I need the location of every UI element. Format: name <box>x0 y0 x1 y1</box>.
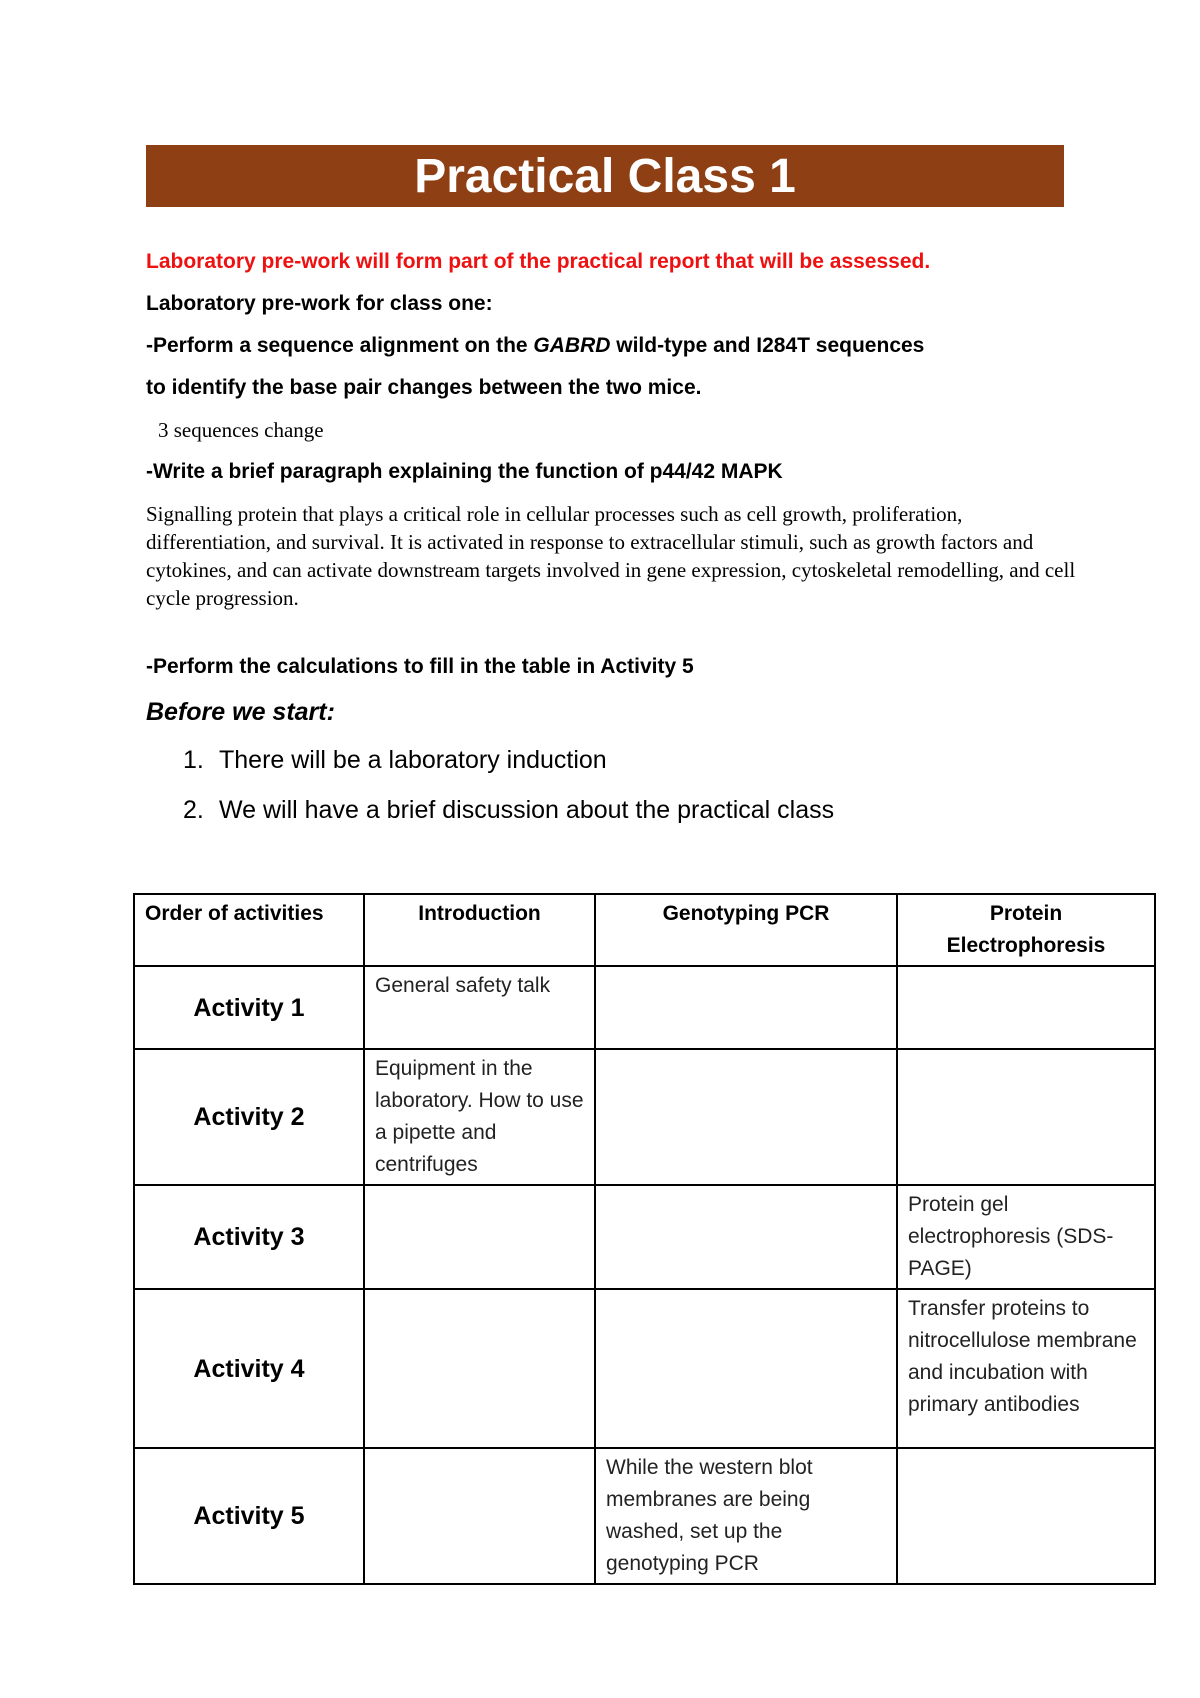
cell-protein-electrophoresis <box>897 966 1155 1049</box>
cell-genotyping-pcr <box>595 1289 897 1448</box>
cell-introduction <box>364 1448 595 1584</box>
task-sequence-alignment <box>146 334 924 358</box>
task-sequence-alignment-line2: to identify the base pair changes between the two mice. <box>146 376 702 399</box>
cell-introduction: General safety talk <box>364 966 595 1049</box>
task-prefix: -Perform a sequence alignment on the <box>146 334 534 357</box>
table-row <box>134 1448 1155 1584</box>
activity-label: Activity 1 <box>134 966 364 1049</box>
list-item <box>183 746 607 775</box>
list-number: 2. <box>183 796 204 824</box>
assessment-warning: Laboratory pre-work will form part of the practical report that will be assessed. <box>146 250 931 273</box>
table-row <box>134 1289 1155 1448</box>
cell-genotyping-pcr <box>595 1049 897 1185</box>
cell-protein-electrophoresis <box>897 1049 1155 1185</box>
list-item <box>183 796 834 825</box>
cell-introduction: Equipment in the laboratory. How to use a pipette and centrifuges <box>364 1049 595 1185</box>
cell-protein-electrophoresis: Transfer proteins to nitrocellulose membrane and incubation with primary antibodies <box>897 1289 1155 1448</box>
activity-label: Activity 4 <box>134 1289 364 1448</box>
header-order: Order of activities <box>134 894 364 966</box>
activity-label: Activity 3 <box>134 1185 364 1289</box>
cell-introduction <box>364 1185 595 1289</box>
activities-table <box>133 893 1156 1585</box>
cell-protein-electrophoresis: Protein gel electrophoresis (SDS-PAGE) <box>897 1185 1155 1289</box>
cell-genotyping-pcr <box>595 966 897 1049</box>
task-suffix: wild-type and I284T sequences <box>610 334 925 357</box>
answer-sequence-change: 3 sequences change <box>158 418 324 442</box>
list-text: There will be a laboratory induction <box>219 746 607 774</box>
activity-label: Activity 5 <box>134 1448 364 1584</box>
cell-introduction <box>364 1289 595 1448</box>
header-introduction: Introduction <box>364 894 595 966</box>
list-number: 1. <box>183 746 204 774</box>
answer-mapk-paragraph: Signalling protein that plays a critical role in cellular processes such as cell growth, proliferation, differentiation, and survival. It is activated in response to extracellular stimuli, such as growth factors and cytokines, and can activate downstream targets involved in gene expression, cytoskeletal remodelling, and cell cycle progression. <box>146 502 1076 610</box>
list-text: We will have a brief discussion about the practical class <box>219 796 835 824</box>
cell-genotyping-pcr: While the western blot membranes are being washed, set up the genotyping PCR <box>595 1448 897 1584</box>
activity-label: Activity 2 <box>134 1049 364 1185</box>
table-header-row <box>134 894 1155 966</box>
cell-protein-electrophoresis <box>897 1448 1155 1584</box>
table-row <box>134 966 1155 1049</box>
header-protein-electrophoresis: Protein Electrophoresis <box>897 894 1155 966</box>
table-row <box>134 1185 1155 1289</box>
task-calculations: -Perform the calculations to fill in the table in Activity 5 <box>146 655 694 678</box>
page-title: Practical Class 1 <box>146 145 1064 207</box>
table-row <box>134 1049 1155 1185</box>
cell-genotyping-pcr <box>595 1185 897 1289</box>
prework-heading: Laboratory pre-work for class one: <box>146 292 493 315</box>
gene-name: GABRD <box>533 334 611 357</box>
task-mapk-paragraph: -Write a brief paragraph explaining the function of p44/42 MAPK <box>146 460 783 483</box>
header-genotyping-pcr: Genotyping PCR <box>595 894 897 966</box>
before-we-start-heading: Before we start: <box>146 698 335 726</box>
